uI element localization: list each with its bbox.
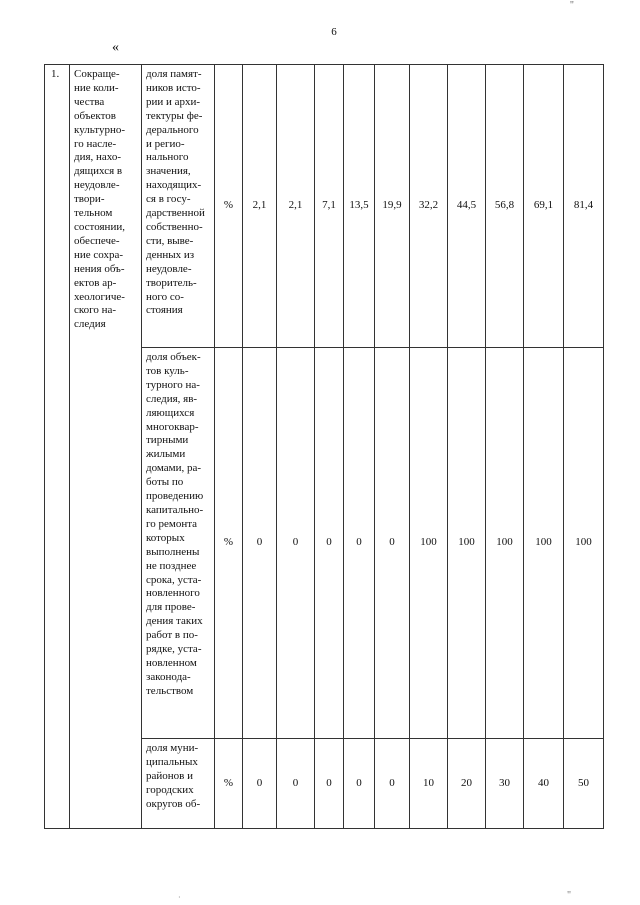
value-cell: 40 xyxy=(524,739,564,829)
indicator-cell xyxy=(142,739,215,829)
opening-quote: « xyxy=(112,40,119,55)
value-cell: 100 xyxy=(448,348,486,739)
table-row xyxy=(45,65,604,348)
indicator-cell xyxy=(142,348,215,739)
value-cell: 19,9 xyxy=(375,65,410,348)
value-cell: 44,5 xyxy=(448,65,486,348)
corner-mark: " xyxy=(569,0,574,11)
indicator-cell xyxy=(142,65,215,348)
value-cell: 0 xyxy=(243,348,277,739)
value-cell: 81,4 xyxy=(564,65,604,348)
row-number: 1. xyxy=(45,65,70,829)
goal-description xyxy=(70,65,142,829)
value-cell: 100 xyxy=(524,348,564,739)
value-cell: 69,1 xyxy=(524,65,564,348)
value-cell: 2,1 xyxy=(243,65,277,348)
value-cell: 100 xyxy=(410,348,448,739)
value-cell: 0 xyxy=(375,739,410,829)
value-cell: 50 xyxy=(564,739,604,829)
unit-cell: % xyxy=(215,65,243,348)
value-cell: 0 xyxy=(277,739,315,829)
value-cell: 100 xyxy=(564,348,604,739)
indicators-table xyxy=(44,64,604,829)
value-cell: 0 xyxy=(315,739,344,829)
indicator-text: доля муни- ципальных районов и городских округов об- xyxy=(146,742,201,810)
value-cell: 100 xyxy=(486,348,524,739)
indicator-text: доля объек- тов куль- турного на- следия, яв- ляющихся многоквар- тирными жилыми домами, ра- боты по проведению капитально- го ремонта которых выполнены не позднее срока, уста- новленного для прове- дения таких работ в по- рядке, уста- новленном законода- тельством xyxy=(146,351,204,697)
value-cell: 10 xyxy=(410,739,448,829)
value-cell: 0 xyxy=(243,739,277,829)
value-cell: 0 xyxy=(315,348,344,739)
value-cell: 30 xyxy=(486,739,524,829)
value-cell: 0 xyxy=(277,348,315,739)
value-cell: 0 xyxy=(344,348,375,739)
value-cell: 56,8 xyxy=(486,65,524,348)
value-cell: 32,2 xyxy=(410,65,448,348)
scan-mark-bottom-right: " xyxy=(567,890,572,901)
goal-text: Сокраще- ние коли- чества объектов культурно- го насле- дия, нахо- дящихся в неудовле- твори- тельном состоянии, обеспече- ние сохра- нения объ- ектов ар- хеологиче- ского на- следия xyxy=(74,68,126,331)
scan-mark-bottom-left: · xyxy=(178,893,181,902)
value-cell: 2,1 xyxy=(277,65,315,348)
page-number: 6 xyxy=(331,26,337,38)
value-cell: 0 xyxy=(375,348,410,739)
value-cell: 0 xyxy=(344,739,375,829)
unit-cell: % xyxy=(215,739,243,829)
value-cell: 13,5 xyxy=(344,65,375,348)
value-cell: 7,1 xyxy=(315,65,344,348)
unit-cell: % xyxy=(215,348,243,739)
indicator-text: доля памят- ников исто- рии и архи- тектуры фе- дерального и регио- нального значения, находящих- ся в госу- дарственной собственно- сти, выве- денных из неудовле- творитель- ного со- стояния xyxy=(146,68,205,317)
value-cell: 20 xyxy=(448,739,486,829)
